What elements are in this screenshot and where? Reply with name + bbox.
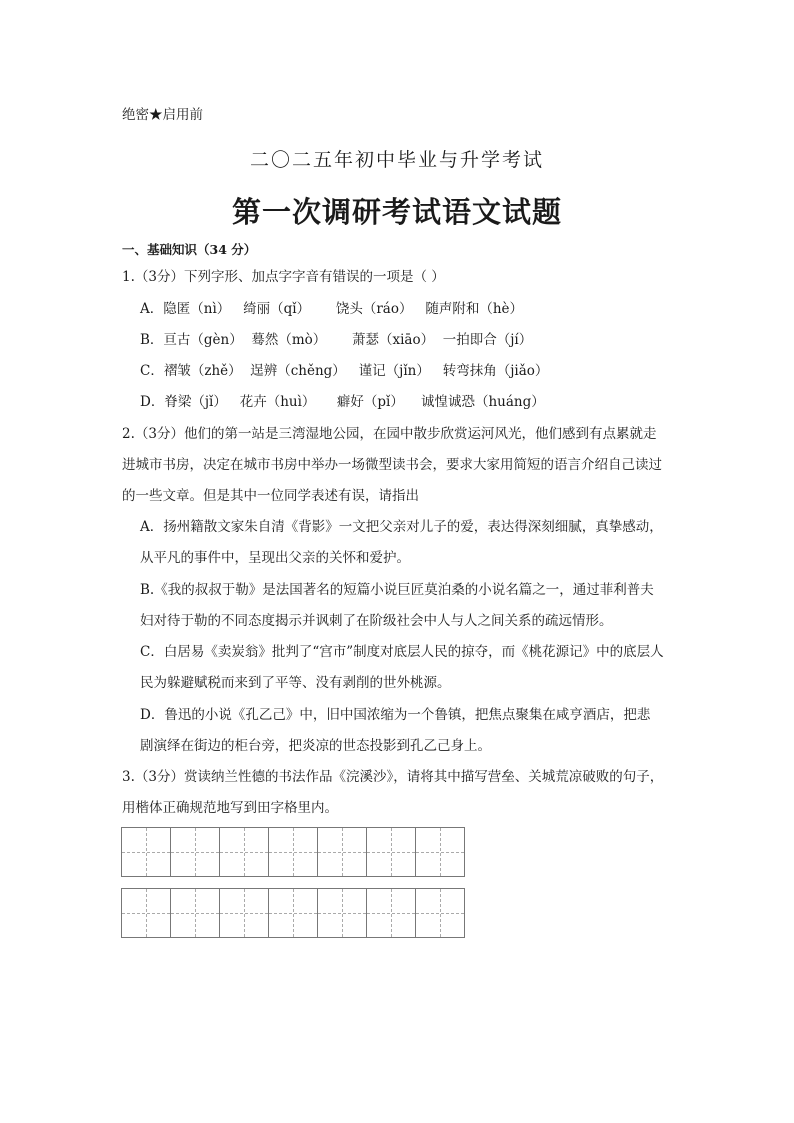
exam-subtitle: 二〇二五年初中毕业与升学考试 <box>249 149 544 171</box>
question-2-stem-line-3: 的一些文章。但是其中一位同学表述有误，请指出 <box>122 488 419 504</box>
tianzige-cell[interactable] <box>367 889 416 937</box>
question-2-option-c-line-1: C．白居易《卖炭翁》批判了“宫市”制度对底层人民的掠夺，而《桃花源记》中的底层人 <box>140 644 664 660</box>
tianzige-grid-row-1[interactable] <box>121 827 465 877</box>
question-2-option-a-line-1: A．扬州籍散文家朱自清《背影》一文把父亲对儿子的爱，表达得深刻细腻，真挚感动， <box>140 519 663 535</box>
question-1-option-a: A．隐匿（nì） 绮丽（qǐ） 饶头（ráo） 随声附和（hè） <box>140 301 524 317</box>
tianzige-cell[interactable] <box>318 828 367 876</box>
tianzige-cell[interactable] <box>416 828 464 876</box>
question-3-stem-line-1: 3.（3分）赏读纳兰性德的书法作品《浣溪沙》，请将其中描写营垒、关城荒凉破败的句子， <box>122 769 664 785</box>
tianzige-cell[interactable] <box>171 889 220 937</box>
tianzige-cell[interactable] <box>269 828 318 876</box>
question-2-option-d-line-1: D．鲁迅的小说《孔乙己》中，旧中国浓缩为一个鲁镇，把焦点聚集在咸亨酒店，把悲 <box>140 707 651 723</box>
question-2-stem-line-2: 进城市书房，决定在城市书房中举办一场微型读书会，要求大家用简短的语言介绍自己读过 <box>122 457 662 473</box>
tianzige-cell[interactable] <box>122 828 171 876</box>
tianzige-cell[interactable] <box>367 828 416 876</box>
tianzige-cell[interactable] <box>220 828 269 876</box>
exam-title: 第一次调研考试语文试题 <box>231 195 562 229</box>
confidential-label: 绝密★启用前 <box>122 107 203 123</box>
tianzige-cell[interactable] <box>171 828 220 876</box>
section-heading: 一、基础知识（34 分） <box>122 242 257 257</box>
question-2-option-d-line-2: 剧演绎在街边的柜台旁，把炎凉的世态投影到孔乙己身上。 <box>140 738 491 754</box>
tianzige-grid-row-2[interactable] <box>121 888 465 938</box>
tianzige-cell[interactable] <box>220 889 269 937</box>
question-1-option-c: C．褶皱（zhě） 逞辨（chěng） 谨记（jǐn） 转弯抹角（jiǎo） <box>140 363 549 379</box>
question-2-option-a-line-2: 从平凡的事件中，呈现出父亲的关怀和爱护。 <box>140 550 410 566</box>
tianzige-cell[interactable] <box>122 889 171 937</box>
question-1-option-b: B．亘古（gèn） 蓦然（mò） 萧瑟（xiāo） 一拍即合（jí） <box>140 332 533 348</box>
question-1-stem: 1.（3分）下列字形、加点字字音有错误的一项是（ ） <box>122 269 445 285</box>
tianzige-cell[interactable] <box>269 889 318 937</box>
question-2-option-b-line-1: B.《我的叔叔于勒》是法国著名的短篇小说巨匠莫泊桑的小说名篇之一，通过菲利普夫 <box>140 582 654 598</box>
question-2-option-c-line-2: 民为躲避赋税而来到了平等、没有剥削的世外桃源。 <box>140 675 451 691</box>
question-3-stem-line-2: 用楷体正确规范地写到田字格里内。 <box>122 800 338 816</box>
tianzige-cell[interactable] <box>318 889 367 937</box>
question-2-stem-line-1: 2.（3分）他们的第一站是三湾湿地公园，在园中散步欣赏运河风光，他们感到有点累就走 <box>122 426 657 442</box>
question-1-option-d: D．脊梁（jǐ） 花卉（huì） 癖好（pǐ） 诚惶诚恐（huáng） <box>140 394 545 410</box>
question-2-option-b-line-2: 妇对待于勒的不同态度揭示并讽刺了在阶级社会中人与人之间关系的疏远情形。 <box>140 613 613 629</box>
tianzige-cell[interactable] <box>416 889 464 937</box>
